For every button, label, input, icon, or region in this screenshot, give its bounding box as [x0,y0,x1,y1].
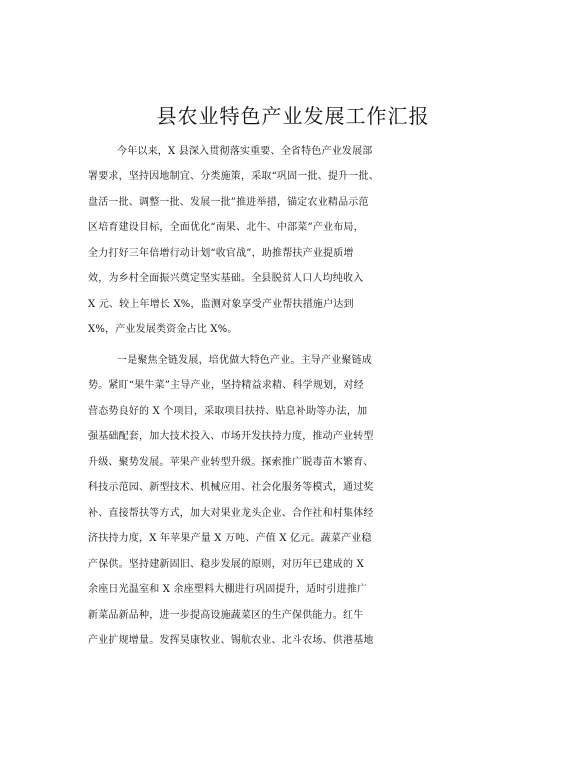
paragraph-1-line: 全力打好三年倍增行动计划“收官战”，助推帮扶产业提质增 [88,248,354,259]
paragraph-1-line: 署要求，坚持因地制宜、分类施策，采取“巩固一批、提升一批、 [88,171,379,182]
paragraph-2-line: 济扶持力度，X 年苹果产量 X 万吨、产值 X 亿元。蔬菜产业稳 [88,533,372,544]
paragraph-1-line: X%，产业发展类资金占比 X%。 [88,324,238,335]
paragraph-1-line: 盘活一批、调整一批、发展一批”推进举措，锚定农业精品示范 [88,197,369,208]
paragraph-2-line: 升级、聚势发展。苹果产业转型升级。探索推广脱毒苗木繁育、 [88,457,374,468]
paragraph-2-line: 强基础配套，加大技术投入、市场开发扶持力度，推动产业转型 [88,431,374,442]
paragraph-2-line: 一是聚焦全链发展，培优做大特色产业。主导产业聚链成 [117,355,372,366]
paragraph-2-line: 产保供。坚持建新固旧、稳步发展的原则，对历年已建成的 X [88,559,364,570]
paragraph-2-line: 新菜品新品种，进一步提高设施蔬菜区的生产保供能力。红牛 [88,610,364,621]
paragraph-2-line: 产业扩规增量。发挥昊康牧业、锡航农业、北斗农场、供港基地 [88,635,374,646]
document-title: 县农业特色产业发展工作汇报 [156,104,430,128]
paragraph-2-line: 势。紧盯“果牛菜”主导产业，坚持精益求精、科学规划，对经 [88,380,364,391]
paragraph-2-line: 补、直接帮扶等方式，加大对果业龙头企业、合作社和村集体经 [88,508,374,519]
paragraph-2-line: 科技示范园、新型技术、机械应用、社会化服务等模式，通过奖 [88,482,374,493]
paragraph-1-line: 区培育建设目标，全面优化“南果、北牛、中部菜”产业布局， [88,222,364,233]
paragraph-2-line: 余座日光温室和 X 余座塑料大棚进行巩固提升，适时引进推广 [88,584,368,595]
paragraph-2-line: 营态势良好的 X 个项目，采取项目扶持、贴息补助等办法，加 [88,406,368,417]
paragraph-1-line: 今年以来，X 县深入贯彻落实重要、全省特色产业发展部 [117,146,373,157]
paragraph-1-line: 效，为乡村全面振兴奠定坚实基础。全县脱贫人口人均纯收入 [88,273,364,284]
paragraph-1-line: X 元、较上年增长 X%，监测对象享受产业帮扶措施户达到 [88,299,354,310]
